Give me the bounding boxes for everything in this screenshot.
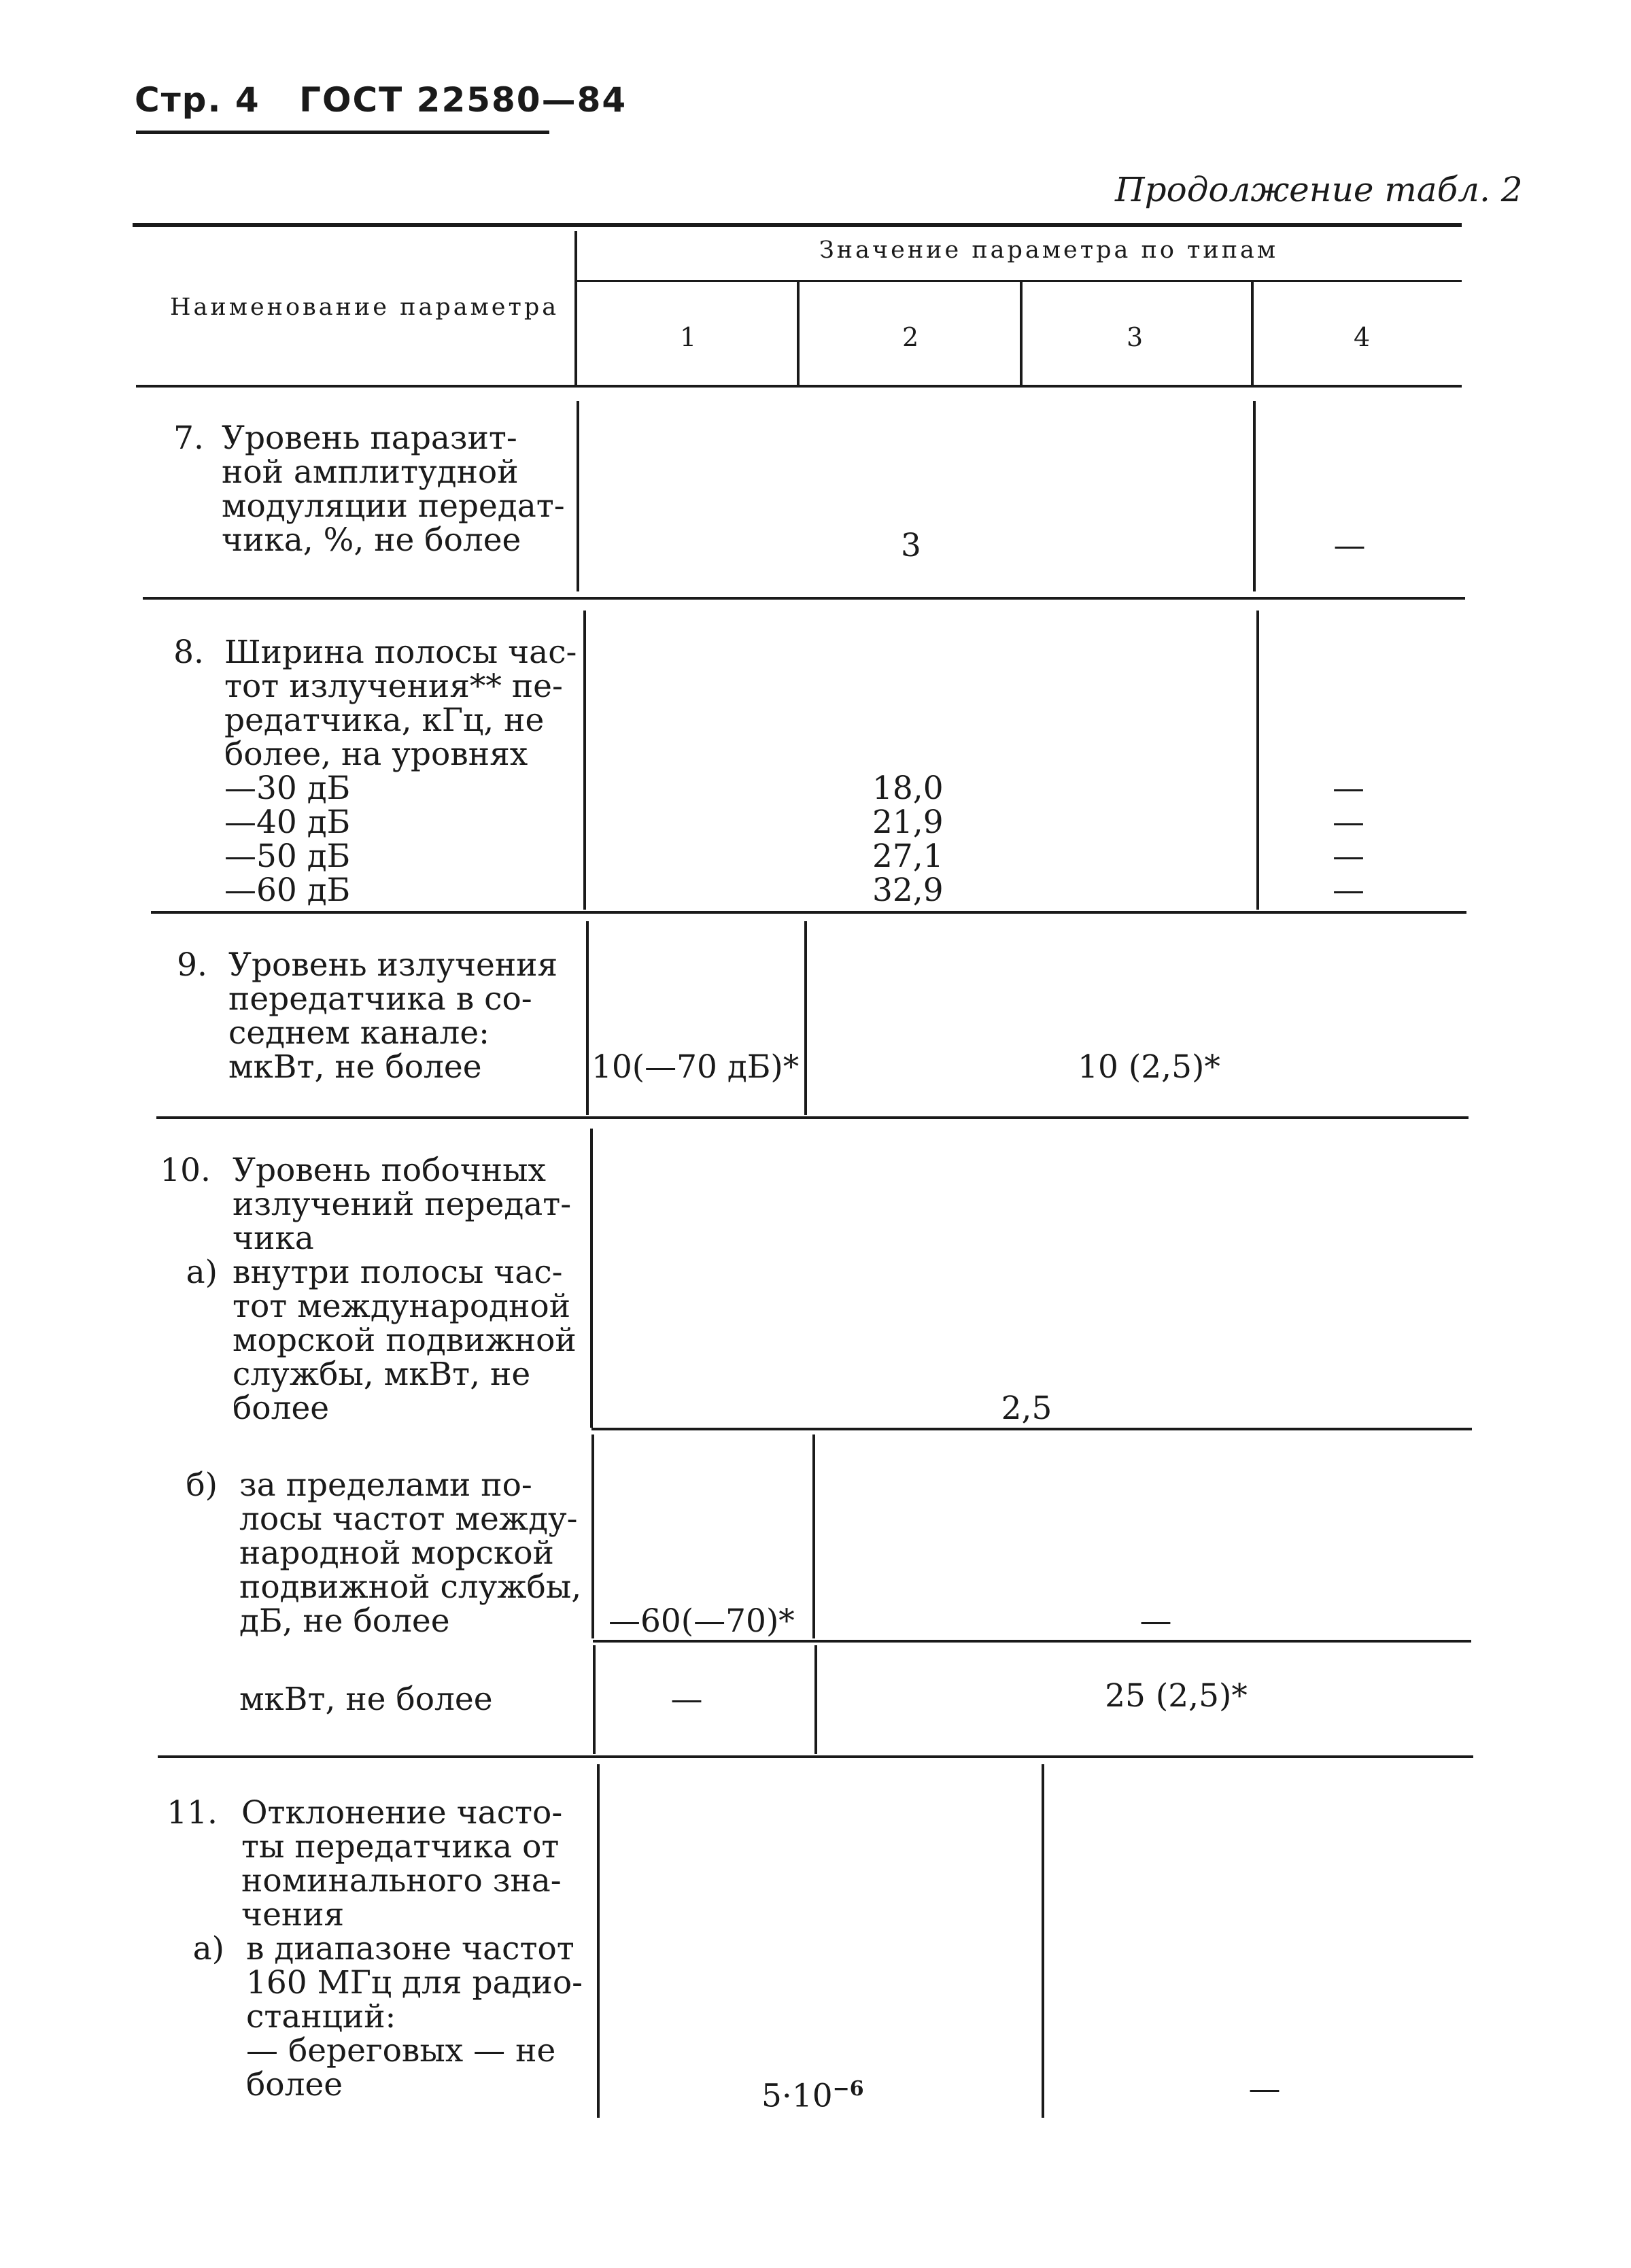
row-11-number: 11.	[167, 1794, 218, 1832]
row-9-value-types2-4: 10 (2,5)*	[1078, 1048, 1220, 1086]
row-8-value-50db: 27,1	[872, 838, 944, 875]
row-7-value-type4: —	[1333, 527, 1366, 564]
row-10a-value: 2,5	[1001, 1390, 1052, 1427]
column-header-values: Значение параметра по типам	[819, 237, 1279, 264]
page-header	[135, 80, 627, 120]
row-7-bottom-rule	[143, 597, 1465, 600]
row-10b-label: б)	[186, 1466, 218, 1504]
row-10b-divider-main	[591, 1434, 594, 1638]
header-divider-main	[574, 231, 577, 388]
row-8-number: 8.	[173, 634, 204, 671]
row-9-number: 9.	[177, 946, 207, 984]
header-divider-3	[1251, 282, 1254, 388]
row-10c-value-types2-4: 25 (2,5)*	[1105, 1677, 1248, 1715]
row-10a-label: а)	[186, 1254, 218, 1291]
row-9-divider-type1	[804, 921, 807, 1115]
row-9-divider-main	[586, 921, 589, 1115]
row-7-value-types1-3: 3	[901, 527, 921, 564]
row-8-bottom-rule	[151, 911, 1466, 914]
row-9-bottom-rule	[156, 1116, 1469, 1119]
row-10b-value-types2-4: —	[1139, 1602, 1172, 1640]
header-bottom-rule	[136, 385, 1462, 388]
table-continuation-label: Продолжение табл. 2	[1115, 170, 1523, 209]
row-10c-divider-type1	[814, 1645, 817, 1754]
row-10b-divider-type1	[812, 1434, 815, 1638]
row-8-dash-50db: —	[1333, 838, 1364, 875]
type-2-label: 2	[902, 322, 922, 352]
row-8-dash-40db: —	[1333, 804, 1364, 841]
row-10c-value-type1: —	[670, 1681, 703, 1718]
header-subrule	[577, 280, 1462, 282]
row-8-dash-30db: —	[1333, 770, 1364, 807]
row-8-value-60db: 32,9	[872, 872, 944, 909]
row-10b-value-type1: —60(—70)*	[608, 1602, 795, 1640]
row-11-value-mantissa: 5·10	[761, 2077, 833, 2115]
header-divider-1	[797, 282, 800, 388]
row-11-value-type4: —	[1248, 2070, 1281, 2108]
row-7-divider-main	[577, 401, 579, 591]
row-9-value-type1: 10(—70 дБ)*	[591, 1048, 800, 1086]
header-divider-2	[1020, 282, 1023, 388]
type-4-label: 4	[1354, 322, 1373, 352]
table-top-rule	[133, 223, 1462, 227]
row-7-divider-type4	[1253, 401, 1256, 591]
row-10c-divider-main	[593, 1645, 596, 1754]
row-11-divider-main	[597, 1764, 600, 2118]
row-10-bottom-rule	[158, 1755, 1473, 1758]
row-10-number: 10.	[160, 1152, 211, 1189]
row-8-value-40db: 21,9	[872, 804, 944, 841]
row-8-dash-60db: —	[1333, 872, 1364, 909]
row-8-value-30db: 18,0	[872, 770, 944, 807]
row-8-divider-main	[583, 611, 586, 910]
type-1-label: 1	[680, 322, 700, 352]
row-11-value-exponent: −6	[832, 2077, 864, 2101]
row-11-divider-type3	[1042, 1764, 1044, 2118]
row-10b-bottom-rule	[593, 1640, 1471, 1643]
row-11a-label: а)	[192, 1930, 224, 1968]
row-10a-bottom-rule	[591, 1428, 1472, 1430]
header-underline	[136, 131, 549, 134]
row-8-divider-type4	[1256, 611, 1259, 910]
row-7-number: 7.	[173, 419, 204, 457]
type-3-label: 3	[1127, 322, 1146, 352]
page-label: Стр. 4	[135, 80, 260, 120]
row-10a-divider-main	[590, 1129, 593, 1428]
standard-number: ГОСТ 22580—84	[299, 80, 628, 120]
row-11-value-types1-3	[761, 2072, 864, 2114]
column-header-parameter: Наименование параметра	[170, 294, 560, 321]
